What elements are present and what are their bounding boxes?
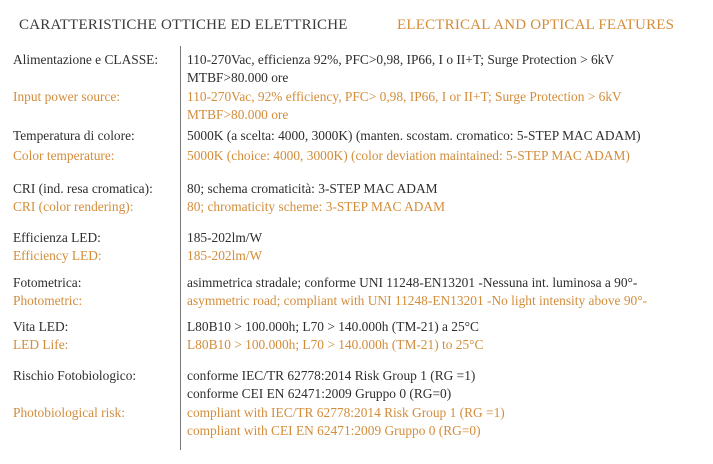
value-en-photometric: asymmetric road; compliant with UNI 11248-EN13201 -No light intensity above 90°- [187,293,648,308]
value-it-photobiological-risk-line2: conforme CEI EN 62471:2009 Gruppo 0 (RG=0) [187,386,452,401]
label-it-photometric: Fotometrica: [13,275,82,290]
value-en-cri: 80; chromaticity scheme: 3-STEP MAC ADAM [187,199,445,214]
value-en-photobiological-risk-line2: compliant with CEI EN 62471:2009 Gruppo 0 (RG=0) [187,423,481,438]
value-it-photometric: asimmetrica stradale; conforme UNI 11248-EN13201 -Nessuna int. luminosa a 90°- [187,275,638,290]
value-it-cri: 80; schema cromaticità: 3-STEP MAC ADAM [187,181,438,196]
label-en-led-life: LED Life: [13,337,69,352]
label-en-cri: CRI (color rendering): [13,199,134,214]
value-it-led-life: L80B10 > 100.000h; L70 > 140.000h (TM-21) a 25°C [187,319,479,334]
value-en-power-line1: 110-270Vac, 92% efficiency, PFC> 0,98, IP66, I or II+T; Surge Protection > 6kV [187,89,622,104]
value-en-efficiency: 185-202lm/W [187,248,263,263]
value-en-color-temperature: 5000K (choice: 4000, 3000K) (color deviation maintained: 5-STEP MAC ADAM) [187,148,630,163]
label-en-color-temperature: Color temperature: [13,148,115,163]
value-it-color-temperature: 5000K (a scelta: 4000, 3000K) (manten. scostam. cromatico: 5-STEP MAC ADAM) [187,128,641,143]
value-en-photobiological-risk-line1: compliant with IEC/TR 62778:2014 Risk Group 1 (RG =1) [187,405,505,420]
label-it-efficiency: Efficienza LED: [13,230,101,245]
header-title-italian: CARATTERISTICHE OTTICHE ED ELETTRICHE [19,17,348,33]
label-en-photobiological-risk: Photobiological risk: [13,405,125,420]
label-it-led-life: Vita LED: [13,319,69,334]
label-it-photobiological-risk: Rischio Fotobiologico: [13,368,137,383]
value-it-photobiological-risk-line1: conforme IEC/TR 62778:2014 Risk Group 1 (RG =1) [187,368,476,383]
value-it-power-line2: MTBF>80.000 ore [187,70,289,85]
value-it-efficiency: 185-202lm/W [187,230,263,245]
label-it-power: Alimentazione e CLASSE: [13,52,159,67]
value-it-power-line1: 110-270Vac, efficienza 92%, PFC>0,98, IP66, I o II+T; Surge Protection > 6kV [187,52,615,67]
header-title-english: ELECTRICAL AND OPTICAL FEATURES [397,17,675,33]
label-it-color-temperature: Temperatura di colore: [13,128,135,143]
label-en-efficiency: Efficiency LED: [13,248,102,263]
value-en-led-life: L80B10 > 100.000h; L70 > 140.000h (TM-21) to 25°C [187,337,484,352]
column-divider [180,46,181,450]
label-en-power: Input power source: [13,89,121,104]
value-en-power-line2: MTBF>80.000 ore [187,107,289,122]
label-en-photometric: Photometric: [13,293,83,308]
label-it-cri: CRI (ind. resa cromatica): [13,181,153,196]
